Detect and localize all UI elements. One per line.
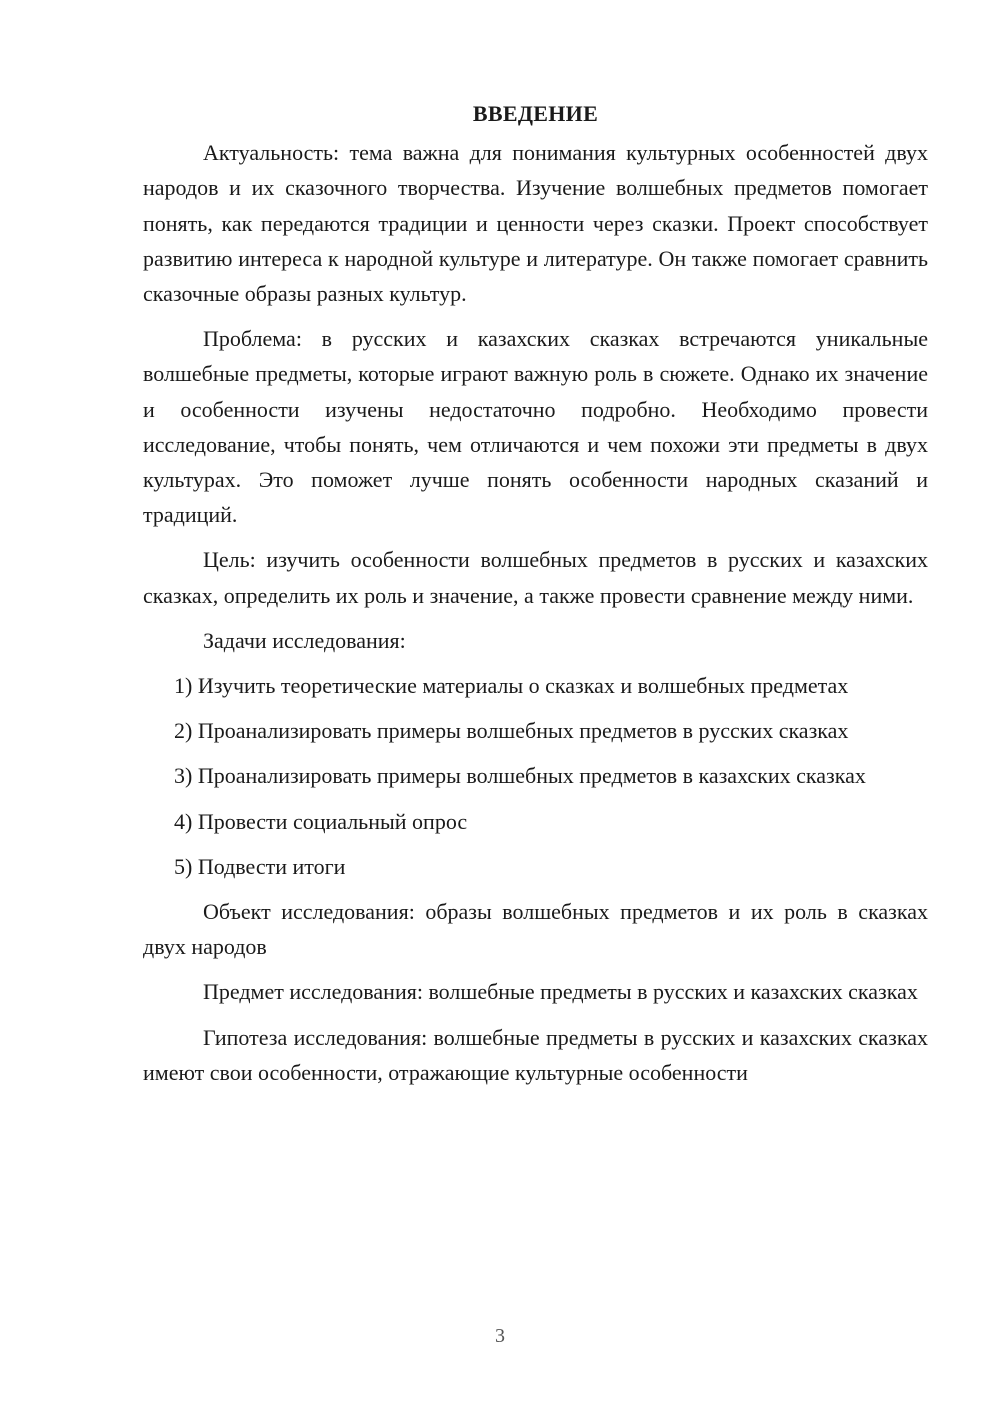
- hypothesis-paragraph: Гипотеза исследования: волшебные предметы в русских и казахских сказках имеют свои особенности, отражающие культурные особенности: [143, 1024, 928, 1085]
- task-item: 2) Проанализировать примеры волшебных предметов в русских сказках: [174, 718, 849, 744]
- tasks-heading: Задачи исследования:: [203, 627, 406, 653]
- object-paragraph: Объект исследования: образы волшебных предметов и их роль в сказках двух народов: [143, 899, 928, 960]
- subject-paragraph: Предмет исследования: волшебные предметы в русских и казахских сказках: [203, 979, 918, 1005]
- task-item: 3) Проанализировать примеры волшебных предметов в казахских сказках: [174, 763, 866, 789]
- page-number: 3: [495, 1325, 505, 1347]
- page-content: [143, 96, 928, 1100]
- task-item: 5) Подвести итоги: [174, 853, 346, 879]
- problem-paragraph: Проблема: в русских и казахских сказках встречаются уникальные волшебные предметы, которые играют важную роль в сюжете. Однако их значение и особенности изучены недостаточно подробно. Необходимо провести исследование, чтобы понять, чем отличаются и чем похожи эти предметы в двух культурах. Это поможет лучше понять особенности народных сказаний и традиций.: [143, 326, 928, 528]
- goal-paragraph: Цель: изучить особенности волшебных предметов в русских и казахских сказках, определить их роль и значение, а также провести сравнение между ними.: [143, 547, 928, 608]
- section-title: ВВЕДЕНИЕ: [472, 101, 599, 126]
- relevance-paragraph: Актуальность: тема важна для понимания культурных особенностей двух народов и их сказочного творчества. Изучение волшебных предметов помогает понять, как передаются традиции и ценности через сказки. Проект способствует развитию интереса к народной культуре и литературе. Он также помогает сравнить сказочные образы разных культур.: [143, 140, 928, 307]
- task-item: 4) Провести социальный опрос: [174, 808, 468, 834]
- task-item: 1) Изучить теоретические материалы о сказках и волшебных предметах: [174, 673, 849, 699]
